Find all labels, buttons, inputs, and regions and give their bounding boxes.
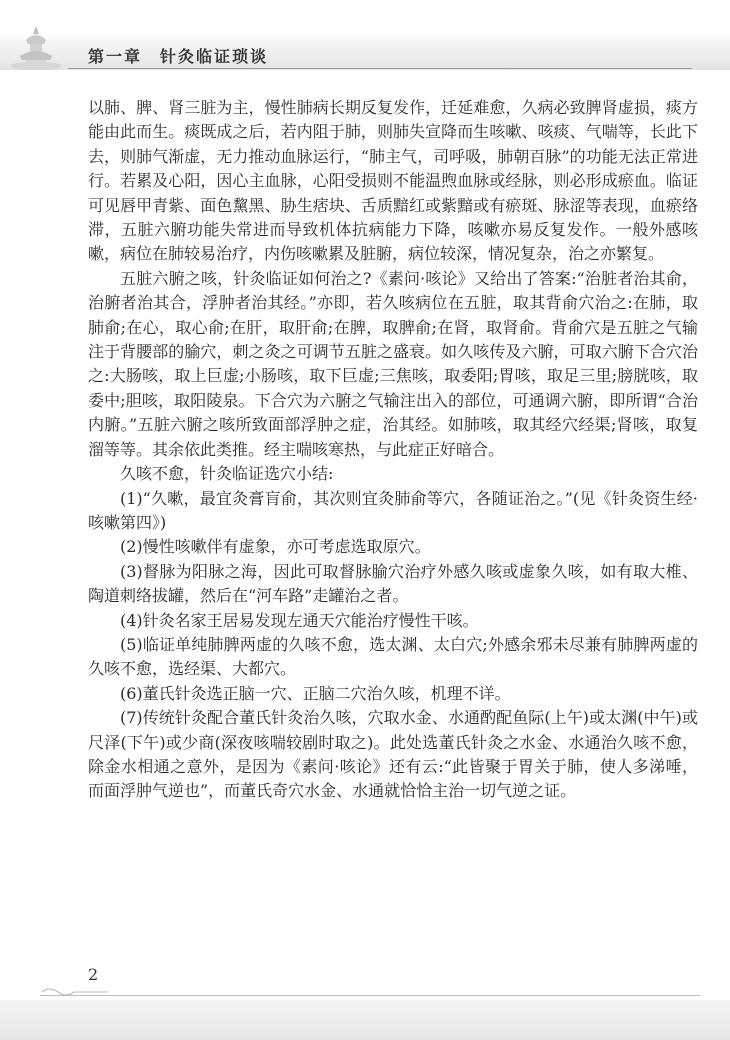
pagoda-emblem-icon <box>8 22 68 72</box>
footer-divider <box>40 995 700 996</box>
paragraph: 五脏六腑之咳，针灸临证如何治之?《素问·咳论》又给出了答案:“治脏者治其俞，治腑者治其合，浮肿者治其经。”亦即，若久咳病位在五脏，取其背俞穴治之:在肺，取肺俞;在心，取心俞;在肝，取肝俞;在脾，取脾俞;在肾，取肾俞。背俞穴是五脏之气输注于背腰部的腧穴，刺之灸之可调节五脏之盛衰。如久咳传及六腑，可取六腑下合穴治之:大肠咳，取上巨虚;小肠咳，取下巨虚;三焦咳，取委阳;胃咳，取足三里;膀胱咳，取委中;胆咳，取阳陵泉。下合穴为六腑之气输注出入的部位，可通调六腑，即所谓“合治内腑。”五脏六腑之咳所致面部浮肿之症，治其经。如肺咳，取其经穴经渠;肾咳，取复溜等等。其余依此类推。经主喘咳寒热，与此症正好暗合。 <box>88 268 698 459</box>
list-item: (2)慢性咳嗽伴有虚象，亦可考虑选取原穴。 <box>120 537 431 557</box>
header-divider <box>68 68 692 69</box>
chapter-title: 第一章 针灸临证琐谈 <box>88 47 269 66</box>
footer-band <box>0 1000 730 1040</box>
list-item: (4)针灸名家王居易发现左通天穴能治疗慢性干咳。 <box>120 610 479 630</box>
list-item: (7)传统针灸配合董氏针灸治久咳，穴取水金、水通酌配鱼际(上午)或太渊(中午)或尺泽(下午)或少商(深夜咳喘较剧时取之)。此处选董氏针灸之水金、水通治久咳不愈，除金水相通之意外，是因为《素问·咳论》还有云:“此皆聚于胃关于肺，使人多涕唾，而面浮肿气逆也”，而董氏奇穴水金、水通就恰恰主治一切气逆之证。 <box>88 708 698 801</box>
list-item: (6)董氏针灸选正脑一穴、正脑二穴治久咳，机理不详。 <box>120 683 511 703</box>
footer-ornament-icon <box>40 985 110 999</box>
page-header <box>0 0 730 75</box>
list-item: (1)“久嗽，最宜灸膏肓俞，其次则宜灸肺俞等穴，各随证治之。”(见《针灸资生经·咳嗽第四》) <box>88 488 698 532</box>
page-number: 2 <box>88 965 99 984</box>
list-item: (3)督脉为阳脉之海，因此可取督脉腧穴治疗外感久咳或虚象久咳，如有取大椎、陶道刺络拔罐，然后在“河车路”走罐治之者。 <box>88 561 698 606</box>
paragraph: 久咳不愈，针灸临证选穴小结: <box>120 464 334 484</box>
body-text <box>88 96 698 804</box>
paragraph: 以肺、脾、肾三脏为主，慢性肺病长期反复发作，迁延难愈，久病必致脾肾虚损，痰方能由此而生。痰既成之后，若内阻于肺，则肺失宣降而生咳嗽、咳痰、气喘等，长此下去，则肺气渐虚，无力推动血脉运行，“肺主气，司呼吸，肺朝百脉”的功能无法正常进行。若累及心阳，因心主血脉，心阳受损则不能温煦血脉或经脉，则必形成瘀血。临证可见唇甲青紫、面色黧黑、胁生痞块、舌质黯红或紫黯或有瘀斑、脉涩等表现，血瘀络滞，五脏六腑功能失常进而导致机体抗病能力下降，咳嗽亦易反复发作。一般外感咳嗽，病位在肺较易治疗，内伤咳嗽累及脏腑，病位较深，情况复杂，治之亦繁复。 <box>88 98 698 264</box>
list-item: (5)临证单纯肺脾两虚的久咳不愈，选太渊、太白穴;外感余邪未尽兼有肺脾两虚的久咳不愈，选经渠、大都穴。 <box>88 634 698 679</box>
